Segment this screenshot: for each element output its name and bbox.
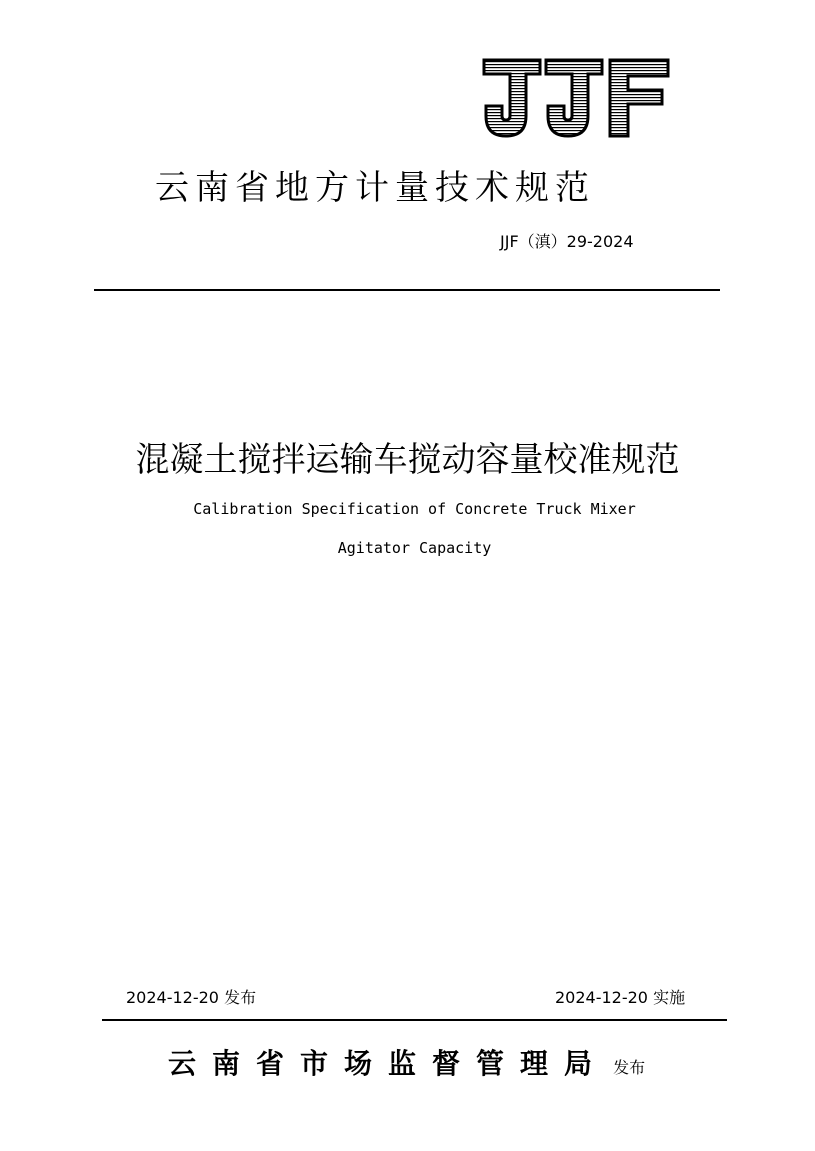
- document-number: JJF（滇）29-2024: [500, 232, 634, 251]
- issuer-line: [168, 1042, 645, 1082]
- issuer-name: 云南省市场监督管理局: [168, 1047, 609, 1080]
- bottom-divider: [102, 1019, 727, 1021]
- series-title: 云南省地方计量技术规范: [155, 168, 595, 208]
- issuer-suffix: 发布: [613, 1058, 646, 1077]
- document-title-english-line-1: Calibration Specification of Concrete Truck Mixer: [193, 500, 636, 518]
- top-divider: [94, 289, 720, 291]
- jjf-logo: [482, 58, 670, 138]
- document-title-english-line-2: Agitator Capacity: [337, 539, 492, 557]
- document-title-chinese: 混凝土搅拌运输车搅动容量校准规范: [135, 440, 680, 480]
- effective-date: 2024-12-20 实施: [555, 988, 686, 1007]
- issue-date: 2024-12-20 发布: [126, 988, 257, 1007]
